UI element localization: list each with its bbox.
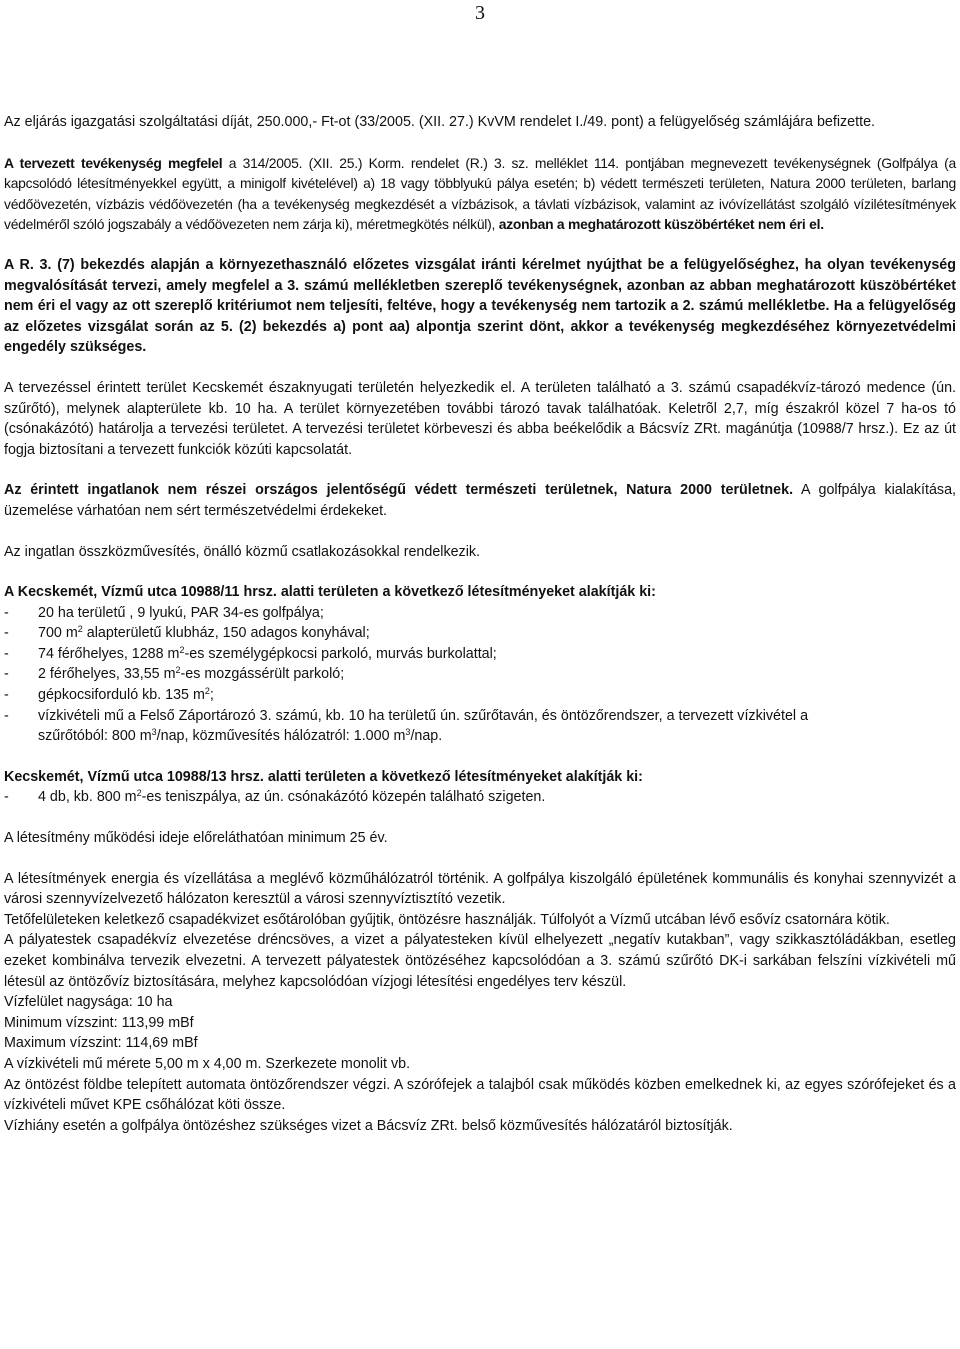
water-surface-line: Vízfelület nagysága: 10 ha <box>4 994 173 1011</box>
facilities-list-11 <box>4 603 956 747</box>
min-level-line: Minimum vízszint: 113,99 mBf <box>4 1014 194 1031</box>
energy-paragraph: A létesítmények energia és vízellátása a meglévő közműhálózatról történik. A golfpálya kiszolgáló épületének kommunális és konyhai szennyvizét a városi szennyvízelvezető hálózaton keresztül a városi szennyvíztisztító vezetik. <box>4 870 956 908</box>
classification-paragraph <box>4 153 956 235</box>
intake-size-line: A vízkivételi mű mérete 5,00 m x 4,00 m. Szerkezete monolit vb. <box>4 1055 411 1072</box>
protection-text: A golfpálya kialakítása, üzemelése várhatóan nem sért természetvédelmi érdekeket. <box>4 482 956 519</box>
legal-basis-paragraph: A R. 3. (7) bekezdés alapján a környezethasználó előzetes vizsgálat iránti kérelmet nyújthat be a felügyelőséghez, ha olyan tevékenység megvalósítását tervezi, amely megfelel a 3. számú mellékletben szereplő tevékenységnek, azonban az abban meghatározott küszöbértéket nem éri el vagy az ott szereplő kritériumot nem teljesíti, feltéve, hogy a tevékenység nem tartozik a 2. számú mellékletbe. Ha a felügyelőség az előzetes vizsgálat során az 5. (2) bekezdés a) pont aa) alpontja szerint dönt, akkor a tevékenység megkezdéséhez környezetvédelmi engedély szükséges. <box>4 256 956 356</box>
protection-paragraph <box>4 480 956 521</box>
fee-paragraph: Az eljárás igazgatási szolgáltatási díját, 250.000,- Ft-ot (33/2005. (XII. 27.) KvVM rendelet I./49. pont) a felügyelőség számlájára befizette. <box>4 114 875 130</box>
classification-text: a 314/2005. (XII. 25.) Korm. rendelet (R.) 3. sz. melléklet 114. pontjában megnevezett tevékenységnek (Golfpálya (a kapcsolódó létesítményekkel együtt, a minigolf kivételével) a) 18 vagy többlyukú pálya esetén; b) védett természeti területen, Natura 2000 területen, barlang védőövezetén, vízbázis védőövezetén (ha a tevékenység megkezdését a vízbázisok, a távlati vízbázisok, valamint az ivóvízellátást szolgáló vízilétesítmények védelméről szóló jogszabály a védőövezeten nem zárja ki), méretmegkötés nélkül), <box>4 154 957 233</box>
irrigation-paragraph: Az öntözést földbe telepített automata öntözőrendszer végzi. A szórófejek a talajból csak működés közben emelkednek ki, az egyes szórófejeket és a vízkivételi művet KPE csőhálózat köti össze. <box>4 1076 956 1114</box>
document-body <box>4 112 956 1136</box>
page-number: 3 <box>475 2 485 24</box>
max-level-line: Maximum vízszint: 114,69 mBf <box>4 1035 198 1052</box>
rainwater-paragraph: Tetőfelületeken keletkező csapadékvizet esőtárolóban gyűjtik, öntözésre használják. Túlfolyót a Vízmű utcában lévő esővíz csatornára kötik. <box>4 911 890 928</box>
list-item: - vízkivételi mű a Felső Záportározó 3. számú, kb. 10 ha területű ún. szűrőtaván, és öntözőrendszer, a tervezett vízkivétel a szűrőtóból: 800 $m^3$/nap, közművesítés hálózatról: 1.000 $m^3$/nap. <box>4 707 809 745</box>
list-item: - gépkocsiforduló kb. 135 $m^2$; <box>4 686 214 704</box>
facilities-heading-11: A Kecskemét, Vízmű utca 10988/11 hrsz. alatti területen a következő létesítményeket alakítják ki: <box>4 584 656 601</box>
utilities-paragraph: Az ingatlan összközművesítés, önálló közmű csatlakozásokkal rendelkezik. <box>4 543 480 560</box>
operation-period-paragraph: A létesítmény működési ideje előreláthatóan minimum 25 év. <box>4 830 388 847</box>
facilities-heading-13: Kecskemét, Vízmű utca 10988/13 hrsz. alatti területen a következő létesítményeket alakítják ki: <box>4 768 643 785</box>
water-shortage-paragraph: Vízhiány esetén a golfpálya öntözéshez szükséges vizet a Bácsvíz ZRt. belső közművesítés hálózatáról biztosítják. <box>4 1117 733 1134</box>
list-item: - 20 ha területű , 9 lyukú, PAR 34-es golfpálya; <box>4 604 324 621</box>
classification-conclusion: azonban a meghatározott küszöbértéket nem éri el. <box>495 216 824 233</box>
list-item: - 74 férőhelyes, 1288 $m^2-es$ személygépkocsi parkoló, murvás burkolattal; <box>4 644 497 662</box>
list-item: - 4 db, kb. 800 $m^2-es$ teniszpálya, az ún. csónakázótó közepén található szigeten. <box>4 788 546 806</box>
list-item: - 2 férőhelyes, 33,55 $m^2-es$ mozgássérült parkoló; <box>4 665 345 683</box>
protection-statement: Az érintett ingatlanok nem részei országos jelentőségű védett természeti területnek, Natura 2000 területnek. <box>4 482 794 499</box>
location-paragraph: A tervezéssel érintett terület Kecskemét északnyugati területén helyezkedik el. A területen található a 3. számú csapadékvíz-tározó medence (ún. szűrőtó), melynek alapterülete kb. 10 ha. A terület környezetében további tározó tavak találhatóak. Keletrõl 2,7, míg északról közel 7 ha-os tó (csónakázótó) határolja a tervezési területet. A tervezési területet körbeveszi és abba beékelődik a Bácsvíz ZRt. magánútja (10988/7 hrsz.). Ez az út fogja biztosítani a tervezett funkciók közúti kapcsolatát. <box>4 379 956 458</box>
list-item: - 700 $m^2$ alapterületű klubház, 150 adagos konyhával; <box>4 624 370 642</box>
classification-lead: A tervezett tevékenység megfelel <box>4 154 223 171</box>
drainage-paragraph: A pályatestek csapadékvíz elvezetése dréncsöves, a vizet a pályatesteken kívül elhelyezett „negatív kutakban”, vagy szikkasztóládákban, esetleg ezeket kombinálva tervezik elvezetni. A tervezett pályatestek öntözéséhez kapcsolódóan a 3. számú szűrőtó DK-i sarkában felszíni vízkivételi mű létesül az öntözővíz biztosítására, melyhez kapcsolódóan vízjogi létesítési engedélyes terv készül. <box>4 932 956 990</box>
